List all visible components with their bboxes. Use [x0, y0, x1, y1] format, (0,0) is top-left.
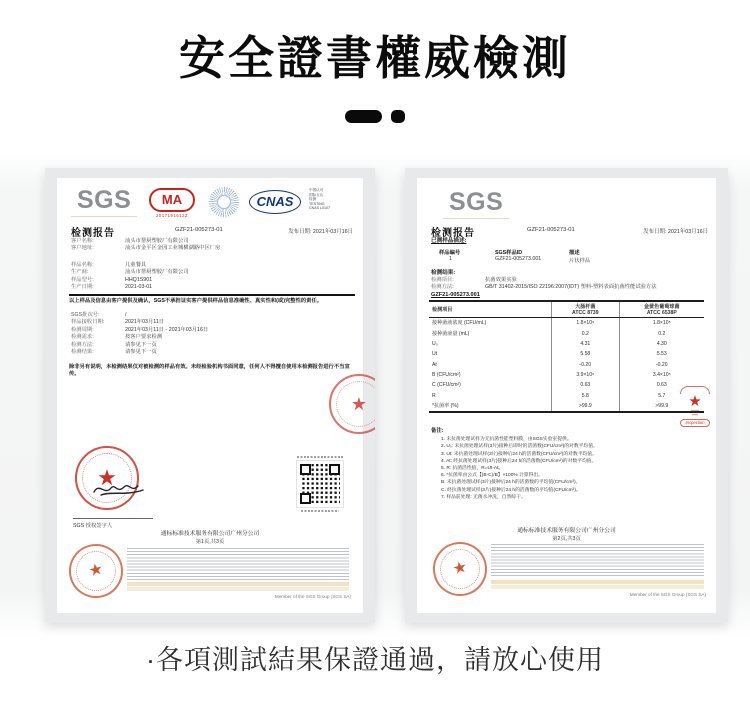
verification-qr-code	[297, 461, 343, 507]
info-row: 样品名称: 儿童餐具	[71, 262, 147, 268]
note-item: 5. R: 抗菌活性值，R=Ut-At。	[441, 466, 504, 472]
signer-label: SGS 授权签字人	[73, 523, 113, 529]
inspection-label: Inspection	[680, 419, 710, 427]
signature	[91, 478, 149, 500]
sample-cell: 1	[449, 256, 452, 262]
info-row: 检测周期: 2021年03月11日 - 2021年03月16日	[71, 326, 209, 333]
sample-col-header: 描述	[569, 250, 580, 256]
result-heading: 检测结果:	[431, 270, 456, 276]
page-number: 第1页,共3页	[195, 539, 225, 545]
sgs-member-line: Member of the SGS Group (SGS SA)	[629, 592, 706, 597]
sample-desc-heading: 已测样品描述:	[431, 238, 467, 244]
table-row: At -0.20 -0.20	[429, 360, 704, 370]
table-row: U₀ 4.31 4.30	[429, 339, 704, 349]
note-item: 3. Ut: 未抗菌处理试样(3片)接种后24 h的活菌数(CFU/cm²)的对数平均值。	[441, 451, 597, 457]
sgs-logo: SGS	[443, 188, 509, 219]
cma-mark: MA	[149, 188, 195, 212]
contact-highlight	[127, 582, 349, 586]
note-item: 7. 样品前处理: 无菌水冲洗，自然晾干。	[441, 494, 526, 500]
company-seal-footer	[428, 537, 492, 601]
table-row: C (CFU/cm²) 0.63 0.63	[429, 380, 704, 390]
table-row: 接种菌液量 (mL) 0.2 0.2	[429, 328, 704, 338]
note-item: B. 未抗菌处理试样(3片)接种后24 h的活菌数的平均值(CFU/cm²)。	[441, 480, 581, 486]
issuing-company: 通标标准技术服务有限公司广州分公司	[517, 528, 616, 534]
dot-icon	[391, 110, 405, 123]
divider	[69, 294, 355, 296]
signature-line	[73, 518, 153, 519]
test-info	[71, 312, 355, 356]
note-item: C. 经抗菌处理试样(3片)接种后24 h的活菌数的平均值(CFU/cm²)。	[441, 487, 581, 493]
star-icon: ★	[87, 560, 105, 581]
info-row: 检测方法: GB/T 31402-2015/ISO 22196:2007(IDT) 塑料-塑料表面抗菌性能试验方法	[431, 284, 657, 291]
info-row: 客户地址: 汕头市金平区金园工业城横湖路中区厂房	[71, 245, 221, 252]
sgs-report-page1	[45, 168, 375, 623]
table-row: R 5.8 5.7	[429, 391, 704, 401]
report-number: GZF21-005273-01	[175, 227, 223, 233]
table-row: B (CFU/cm²) 3.9×10⁵ 3.4×10⁵	[429, 370, 704, 380]
results-col-header: 检测项目	[429, 301, 552, 318]
page-number: 第2页,共3页	[552, 536, 581, 542]
disclaimer-1: 以上样品及信息由客户提供及确认，SGS不承担证实客户提供样品信息准确性、真实性和(或)完整性的责任。	[69, 298, 323, 304]
info-row: 客户名称: 汕头市帮厨塑胶厂有限公司	[71, 238, 189, 244]
sample-info	[71, 262, 355, 292]
issue-date: 发布日期: 2021年03月16日	[288, 229, 353, 235]
sample-cell: GZF21-005273.001	[495, 256, 542, 262]
star-icon: ★	[451, 558, 469, 579]
bottom-caption: ·各項測試結果保證通過，請放心使用	[146, 645, 604, 675]
report-heading: 检测报告	[431, 228, 475, 239]
issuing-company: 通标标准技术服务有限公司广州分公司	[160, 531, 260, 537]
note-item: 6. *抗菌率由公式【(B-C)/B】×100% 计算得出。	[441, 473, 543, 479]
disclaimer-2: 除非另有说明，本检测结果仅对被检测的样品有效。未经检验机构书面同意，任何人不得擅自使用本检测报告进行不当宣传。	[69, 364, 350, 377]
notes-heading: 备注:	[431, 428, 444, 434]
notes	[431, 428, 680, 501]
note-item: 4. At: 经抗菌处理试样(3片)接种后24 h的活菌数(CFU/cm²)的对数平均值。	[441, 458, 597, 464]
ilac-mra-logo	[209, 187, 239, 217]
info-row: 样品型号: HHQ1S901	[71, 276, 153, 283]
sample-col-header: SGS样品ID	[495, 250, 523, 256]
info-row: SGS批次号: /	[71, 312, 127, 318]
results-col-header: 大肠杆菌 ATCC 8739	[552, 301, 620, 318]
table-row: 接种菌液浓度 (CFU/mL) 1.8×10⁵ 1.8×10⁵	[429, 318, 704, 329]
cnas-logo: CNAS	[249, 190, 301, 214]
table-row: Ut 5.58 5.53	[429, 349, 704, 359]
cma-logo	[149, 188, 195, 218]
sample-cell: 片状样品	[569, 258, 591, 264]
star-icon: ★	[97, 465, 117, 490]
qr-caption-top	[297, 456, 343, 458]
qr-caption-bottom	[301, 510, 339, 512]
sample-col-header: 样品编号	[439, 250, 461, 256]
info-row: 检测结果: 请参见下一页	[71, 349, 157, 356]
company-seal-footer	[64, 539, 128, 603]
table-row: *抗菌率 (%) >99.9 >99.9	[429, 401, 704, 412]
dash-icon	[345, 110, 382, 123]
note-item: 1. 未抗菌处理试样为无抗菌性能塑料膜，由SGS实验室提供。	[441, 437, 572, 443]
note-item: 2. U₀: 未抗菌处理试样(3片)接种后即时的活菌数(CFU/cm²)的对数平均值。	[441, 444, 598, 450]
inspection-stamp: ★ ━━━━ ━━━ Inspection	[680, 386, 710, 427]
legal-fine-print	[127, 548, 349, 580]
star-icon: ★	[688, 393, 702, 410]
client-info	[71, 238, 355, 253]
title-dash-decoration	[0, 108, 750, 124]
sample-id: GZF21-005273.001	[431, 292, 480, 298]
cma-certificate-number: 2017191612Z	[155, 213, 189, 218]
report-number: GZF21-005273-01	[527, 227, 575, 233]
info-row: 检测需求: 按客户要求检测	[71, 334, 163, 341]
report-paper	[417, 178, 716, 613]
sgs-logo: SGS	[71, 186, 137, 217]
report-paper	[57, 178, 368, 613]
sgs-report-page2	[405, 168, 728, 623]
page-title: 安全證書權威檢測	[179, 32, 571, 84]
info-row: 样品接收日期: 2021年03月11日	[71, 319, 165, 326]
contact-highlight	[491, 580, 704, 584]
report-heading: 检测报告	[71, 228, 115, 239]
company-seal-edge	[329, 374, 375, 434]
info-row: 生产商: 汕头市帮厨塑胶厂有限公司	[71, 269, 189, 276]
info-row: 生产日期: 2021-03-01	[71, 284, 153, 291]
method-info	[431, 277, 710, 292]
results-table	[429, 300, 704, 413]
info-row: 检测项目: 抗菌效果实验	[431, 277, 517, 283]
cnas-accreditation-text: 中国认可 国际互认 检测 TESTING CNAS L0107	[309, 188, 330, 211]
results-col-header: 金黄色葡萄球菌 ATCC 6538P	[619, 301, 704, 318]
sgs-member-line: Member of the SGS Group (SGS SA)	[274, 594, 351, 599]
issue-date: 发布日期: 2021年03月16日	[643, 229, 708, 235]
star-icon: ★	[350, 394, 368, 414]
info-row: 检测方法: 请参见下一页	[71, 341, 157, 348]
legal-fine-print	[491, 544, 704, 578]
